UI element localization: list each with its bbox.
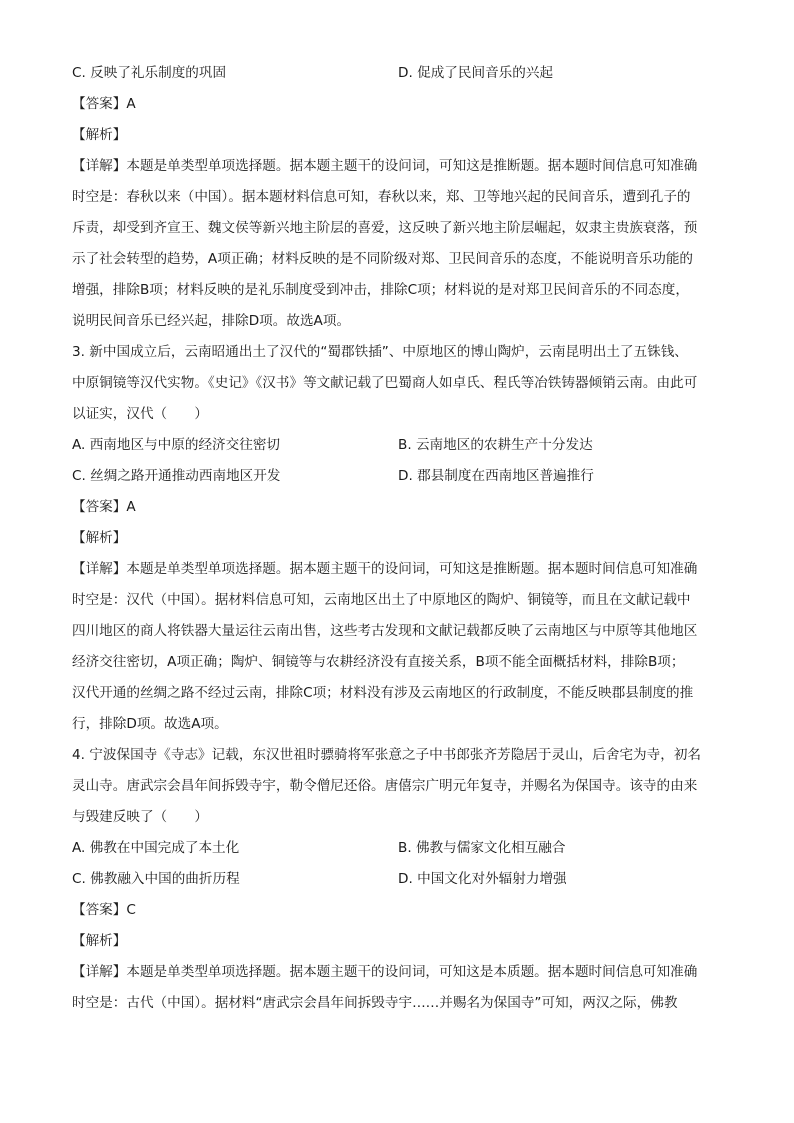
q4-analysis-line: 【详解】本题是单类型单项选择题。据本题主题干的设问词，可知这是本质题。据本题时间信息可知准确: [72, 964, 698, 980]
q4-analysis-line: 时空是：古代（中国）。据材料“唐武宗会昌年间拆毁寺宇……并赐名为保国寺”可知，两汉之际，佛教: [72, 995, 678, 1011]
q2-analysis-line: 斥责，却受到齐宣王、魏文侯等新兴地主阶层的喜爱，这反映了新兴地主阶层崛起，奴隶主贵族衰落，预: [72, 220, 698, 236]
q3-options-row-ab: [72, 430, 726, 461]
q4-stem: [72, 740, 726, 833]
q3-options-row-cd: [72, 461, 726, 492]
q3-analysis-line: 时空是：汉代（中国）。据材料信息可知，云南地区出土了中原地区的陶炉、铜镜等，而且在文献记载中: [72, 592, 691, 608]
q3-stem-line: 中原铜镜等汉代实物。《史记》《汉书》等文献记载了巴蜀商人如卓氏、程氏等冶铁铸器倾销云南。由此可: [72, 375, 698, 391]
q3-analysis-line: 汉代开通的丝绸之路不经过云南，排除C项；材料没有涉及云南地区的行政制度，不能反映郡县制度的推: [72, 685, 694, 701]
q3-stem-line: 以证实，汉代（ ）: [72, 406, 208, 422]
q2-options-row-cd: [72, 58, 726, 89]
q4-analysis: [72, 957, 726, 1019]
q2-analysis-line: 时空是：春秋以来（中国）。据本题材料信息可知，春秋以来，郑、卫等地兴起的民间音乐，遭到孔子的: [72, 189, 691, 205]
q2-analysis-line: 【详解】本题是单类型单项选择题。据本题主题干的设问词，可知这是推断题。据本题时间信息可知准确: [72, 158, 698, 174]
q3-stem-line: 3. 新中国成立后，云南昭通出土了汉代的“蜀郡铁插”、中原地区的博山陶炉，云南昆明出土了五铢钱、: [72, 344, 688, 360]
q4-answer: 【答案】C: [72, 902, 136, 918]
q3-stem: [72, 337, 726, 430]
q3-analysis-line: 行，排除D项。故选A项。: [72, 716, 228, 732]
q2-option-c[interactable]: C. 反映了礼乐制度的巩固: [72, 65, 227, 81]
q3-answer: 【答案】A: [72, 499, 136, 515]
document-page: [72, 58, 726, 1019]
q4-stem-line: 灵山寺。唐武宗会昌年间拆毁寺宇，勒令僧尼还俗。唐僖宗广明元年复寺，并赐名为保国寺。该寺的由来: [72, 778, 698, 794]
q3-analysis-title: 【解析】: [72, 530, 127, 546]
q4-option-b[interactable]: B. 佛教与儒家文化相互融合: [398, 840, 566, 856]
q2-analysis-title: 【解析】: [72, 127, 127, 143]
q3-option-d[interactable]: D. 郡县制度在西南地区普遍推行: [398, 468, 594, 484]
q4-option-c[interactable]: C. 佛教融入中国的曲折历程: [72, 871, 240, 887]
q3-analysis-line: 四川地区的商人将铁器大量运往云南出售，这些考古发现和文献记载都反映了云南地区与中原等其他地区: [72, 623, 698, 639]
q4-options-row-ab: [72, 833, 726, 864]
q4-analysis-title: 【解析】: [72, 933, 127, 949]
q4-options-row-cd: [72, 864, 726, 895]
q2-analysis-line: 增强，排除B项；材料反映的是礼乐制度受到冲击，排除C项；材料说的是对郑卫民间音乐的不同态度，: [72, 282, 689, 298]
q2-analysis-line: 说明民间音乐已经兴起，排除D项。故选A项。: [72, 313, 351, 329]
q4-stem-line: 与毁建反映了（ ）: [72, 809, 208, 825]
q4-option-d[interactable]: D. 中国文化对外辐射力增强: [398, 871, 567, 887]
q3-analysis-line: 【详解】本题是单类型单项选择题。据本题主题干的设问词，可知这是推断题。据本题时间信息可知准确: [72, 561, 698, 577]
q2-analysis: [72, 151, 726, 337]
q3-option-c[interactable]: C. 丝绸之路开通推动西南地区开发: [72, 468, 281, 484]
q2-analysis-line: 示了社会转型的趋势，A项正确；材料反映的是不同阶级对郑、卫民间音乐的态度，不能说明音乐功能的: [72, 251, 694, 267]
q4-stem-line: 4. 宁波保国寺《寺志》记载，东汉世祖时骠骑将军张意之子中书郎张齐芳隐居于灵山，后舍宅为寺，初名: [72, 747, 702, 763]
q2-answer: 【答案】A: [72, 96, 136, 112]
q3-analysis: [72, 554, 726, 740]
q3-option-b[interactable]: B. 云南地区的农耕生产十分发达: [398, 437, 593, 453]
q2-option-d[interactable]: D. 促成了民间音乐的兴起: [398, 65, 554, 81]
q4-option-a[interactable]: A. 佛教在中国完成了本土化: [72, 840, 240, 856]
q3-analysis-line: 经济交往密切，A项正确；陶炉、铜镜等与农耕经济没有直接关系，B项不能全面概括材料，排除B项；: [72, 654, 685, 670]
q3-option-a[interactable]: A. 西南地区与中原的经济交往密切: [72, 437, 281, 453]
